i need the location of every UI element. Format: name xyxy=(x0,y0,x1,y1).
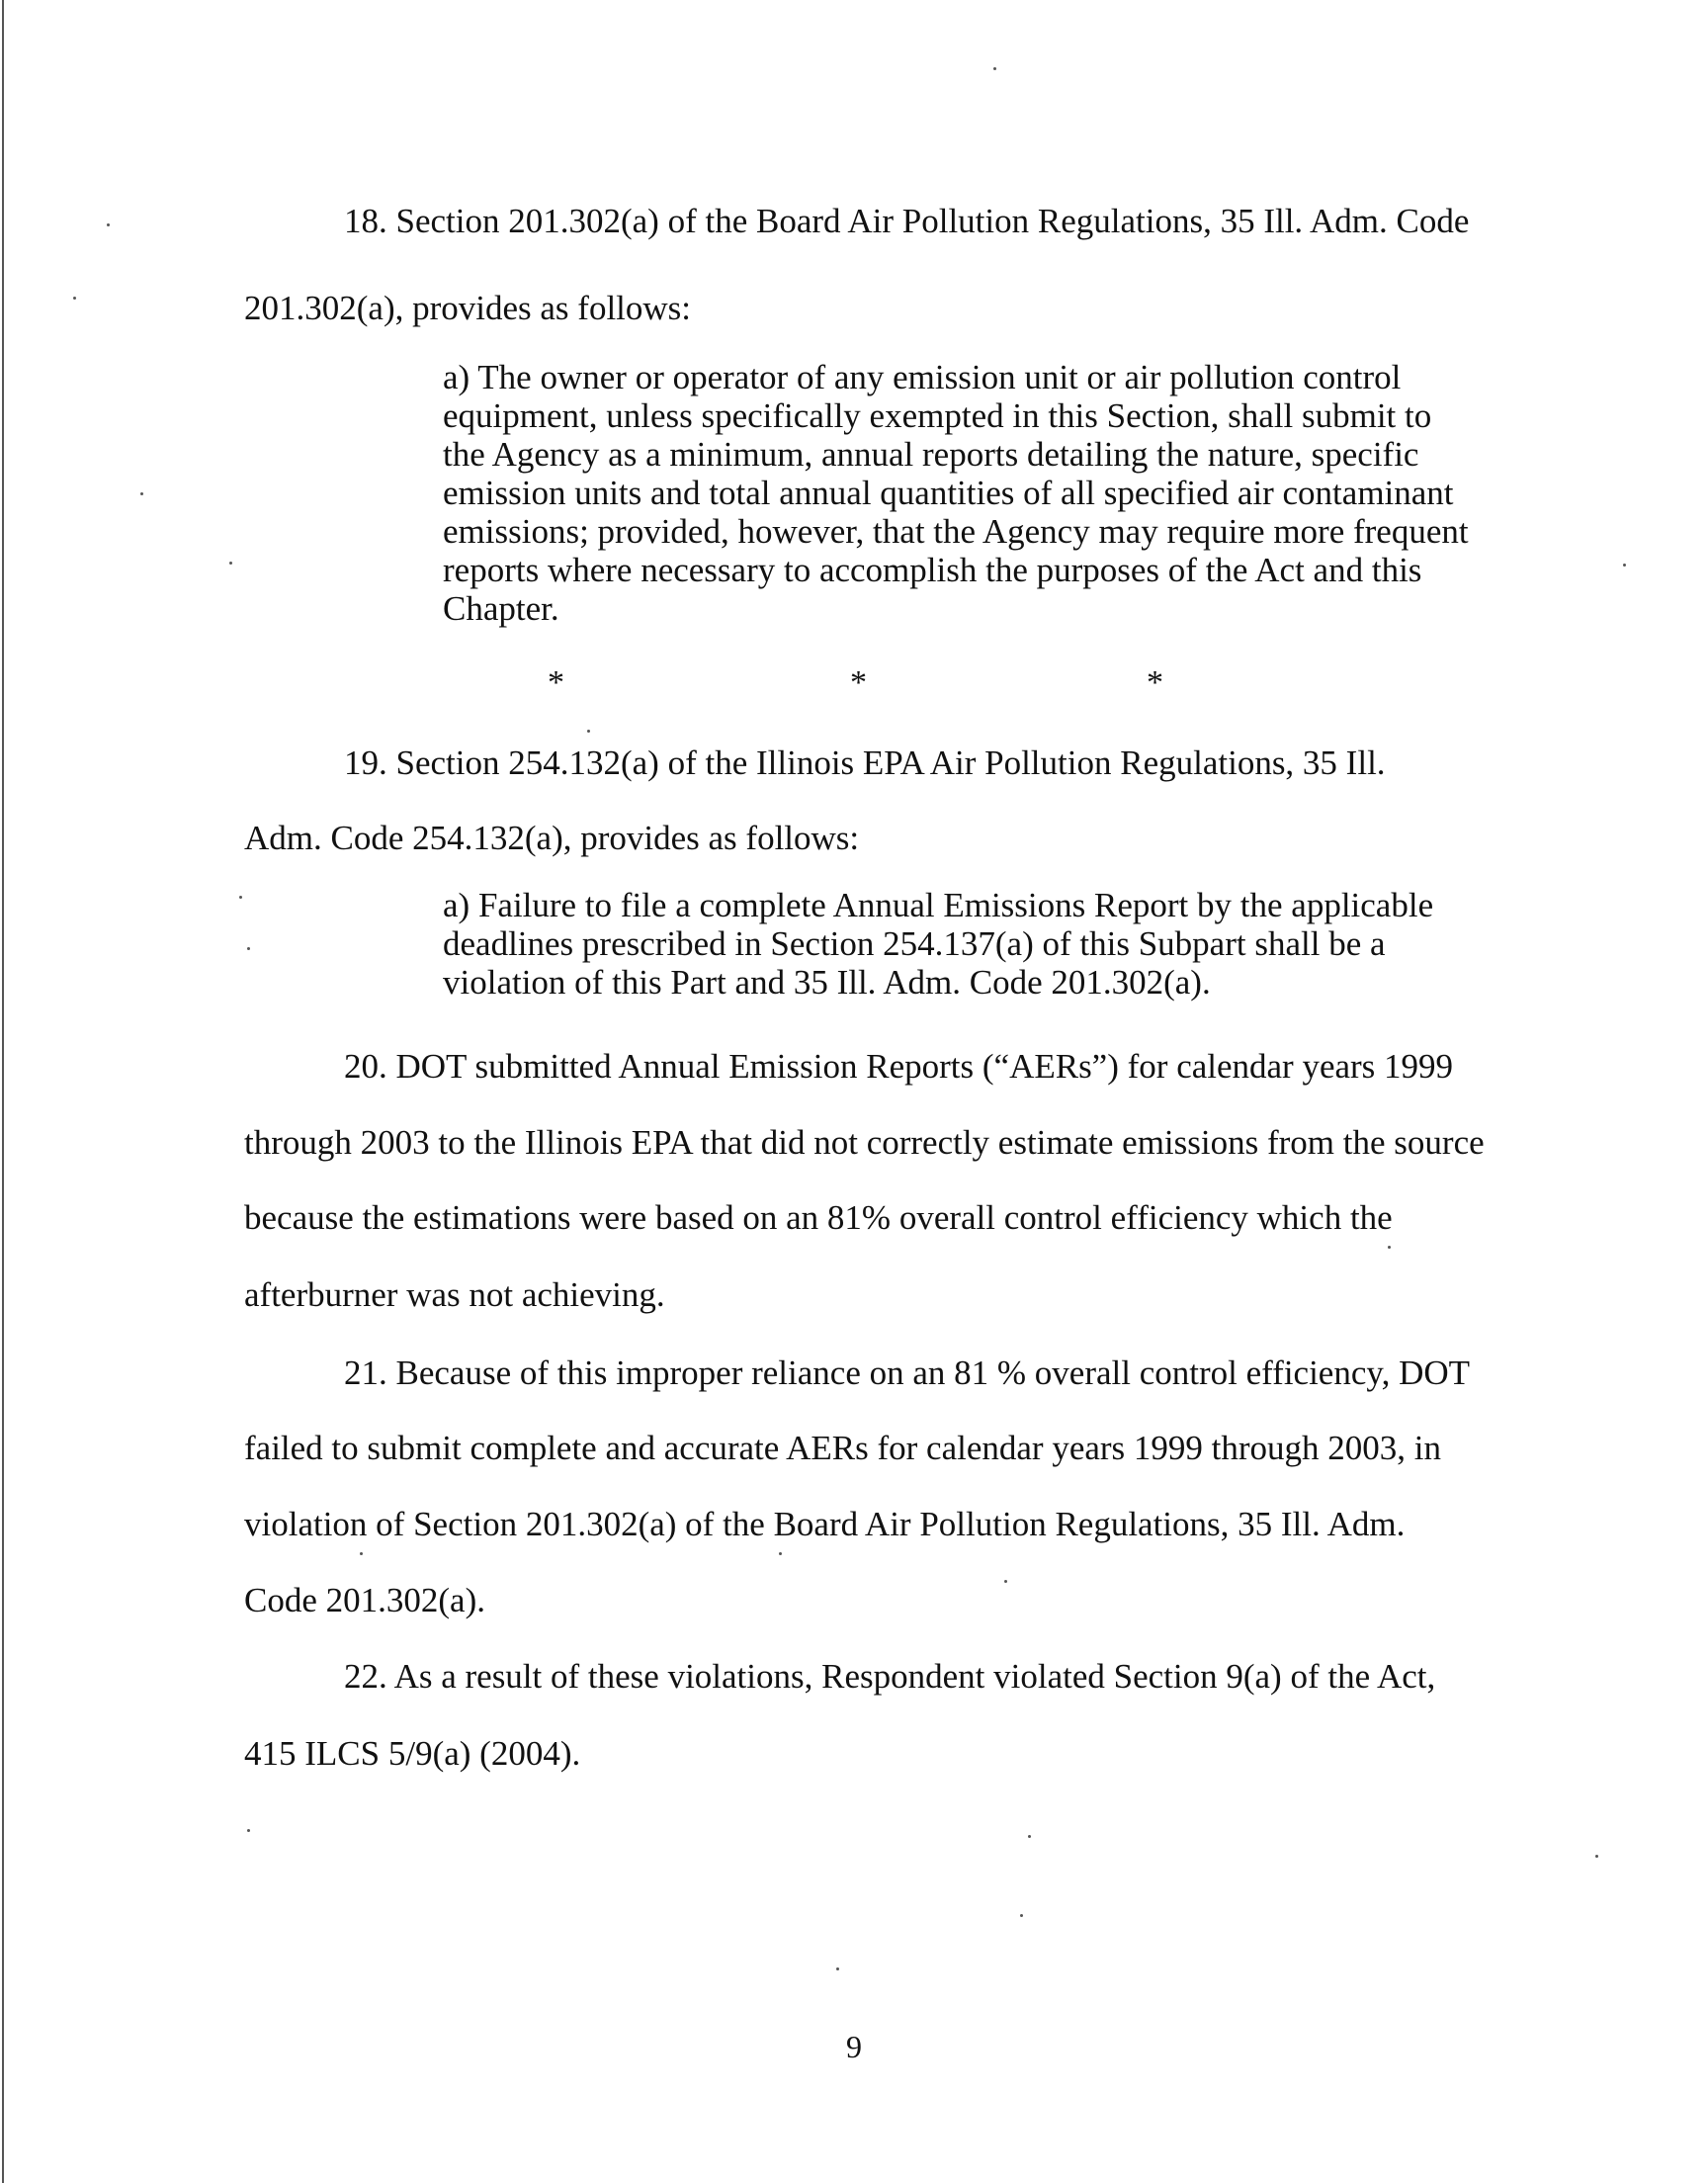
scan-speck xyxy=(836,1967,839,1970)
quote-19-line: violation of this Part and 35 Ill. Adm. Code 201.302(a). xyxy=(443,963,1211,1002)
quote-18-line: reports where necessary to accomplish the purposes of the Act and this xyxy=(443,551,1422,589)
scan-speck xyxy=(587,730,590,733)
scan-speck xyxy=(993,67,996,70)
separator-star: * xyxy=(548,664,564,701)
scan-speck xyxy=(247,1829,250,1832)
paragraph-20-line: 20. DOT submitted Annual Emission Reports (“AERs”) for calendar years 1999 xyxy=(344,1047,1454,1086)
scan-speck xyxy=(1028,1835,1031,1838)
scan-speck xyxy=(1595,1855,1598,1858)
paragraph-19-line-1: 19. Section 254.132(a) of the Illinois EPA Air Pollution Regulations, 35 Ill. xyxy=(344,743,1386,782)
quote-19-line: deadlines prescribed in Section 254.137(a) of this Subpart shall be a xyxy=(443,924,1386,963)
paragraph-21-line: violation of Section 201.302(a) of the Board Air Pollution Regulations, 35 Ill. Adm. xyxy=(244,1505,1406,1543)
quote-19-line: a) Failure to file a complete Annual Emissions Report by the applicable xyxy=(443,886,1434,924)
paragraph-22-line: 22. As a result of these violations, Respondent violated Section 9(a) of the Act, xyxy=(344,1657,1436,1696)
paragraph-20-line: afterburner was not achieving. xyxy=(244,1275,665,1314)
scan-edge-line xyxy=(2,0,4,2183)
quote-18-line: equipment, unless specifically exempted in this Section, shall submit to xyxy=(443,396,1432,435)
scan-speck xyxy=(1388,1246,1391,1249)
separator-star: * xyxy=(850,664,867,701)
scan-speck xyxy=(779,1552,782,1555)
paragraph-18-line-1: 18. Section 201.302(a) of the Board Air Pollution Regulations, 35 Ill. Adm. Code xyxy=(344,202,1470,240)
quote-18-line: the Agency as a minimum, annual reports detailing the nature, specific xyxy=(443,435,1419,474)
paragraph-21-line: 21. Because of this improper reliance on an 81 % overall control efficiency, DOT xyxy=(344,1353,1471,1392)
separator-star: * xyxy=(1147,664,1163,701)
quote-18-line: Chapter. xyxy=(443,589,559,628)
scan-speck xyxy=(1623,564,1626,567)
paragraph-22-line: 415 ILCS 5/9(a) (2004). xyxy=(244,1734,581,1773)
scan-speck xyxy=(239,896,242,899)
scan-speck xyxy=(1004,1580,1007,1583)
quote-18-line: emission units and total annual quantities of all specified air contaminant xyxy=(443,474,1454,512)
scan-speck xyxy=(229,562,232,565)
scan-speck xyxy=(1020,1914,1023,1917)
paragraph-20-line: through 2003 to the Illinois EPA that did not correctly estimate emissions from the source xyxy=(244,1123,1485,1162)
paragraph-21-line: Code 201.302(a). xyxy=(244,1581,485,1619)
page-number: 9 xyxy=(846,2029,862,2064)
scan-speck xyxy=(360,1552,363,1555)
scan-speck xyxy=(107,223,110,226)
quote-18-line: emissions; provided, however, that the Agency may require more frequent xyxy=(443,512,1469,551)
paragraph-18-line-2: 201.302(a), provides as follows: xyxy=(244,289,692,327)
scan-speck xyxy=(247,947,250,950)
scan-speck xyxy=(140,492,143,495)
scan-speck xyxy=(73,297,76,300)
paragraph-19-line-2: Adm. Code 254.132(a), provides as follows: xyxy=(244,819,860,857)
quote-18-line: a) The owner or operator of any emission unit or air pollution control xyxy=(443,358,1402,396)
paragraph-20-line: because the estimations were based on an 81% overall control efficiency which the xyxy=(244,1198,1393,1237)
paragraph-21-line: failed to submit complete and accurate AERs for calendar years 1999 through 2003, in xyxy=(244,1429,1442,1467)
